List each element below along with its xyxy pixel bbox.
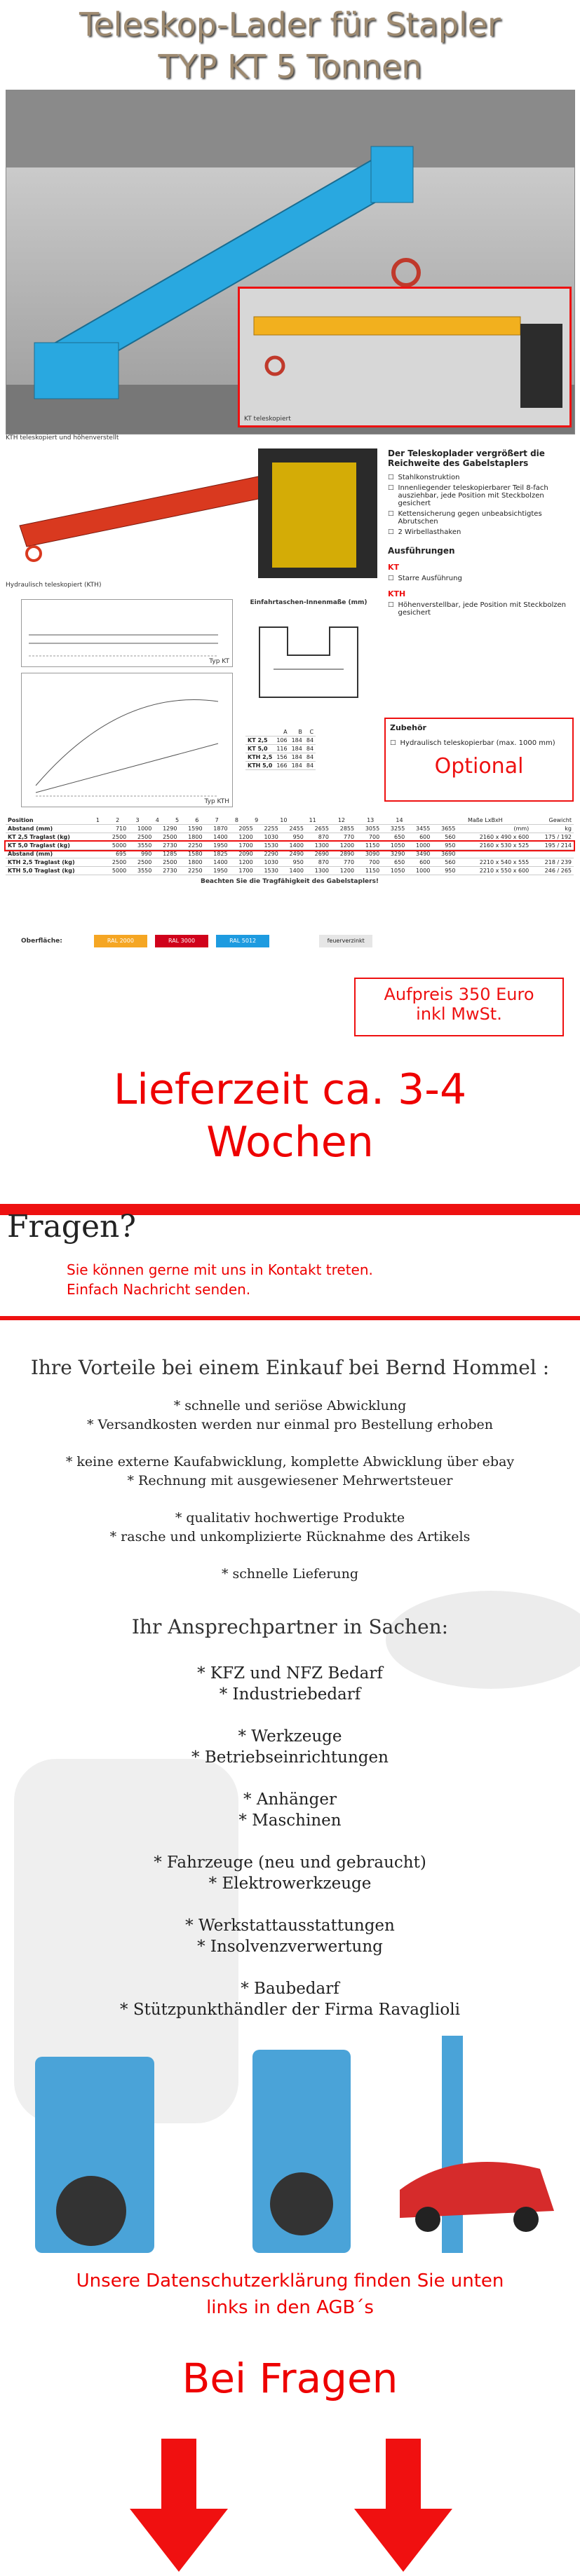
main-product-photo (6, 90, 575, 434)
table-cell: 3055 (356, 825, 382, 833)
table-cell: 2730 (154, 867, 179, 875)
ansprech-item: * Insolvenzverwertung (197, 1938, 383, 1956)
table-cell: 950 (432, 842, 457, 850)
table-cell: 3655 (432, 825, 457, 833)
table-cell: 2455 (281, 825, 306, 833)
table-cell: 700 (356, 833, 382, 842)
table-cell: 2730 (154, 842, 179, 850)
table-cell: 3090 (356, 850, 382, 858)
table-cell: 14 (376, 816, 405, 825)
table-cell: 1150 (356, 867, 382, 875)
oberflaeche-label: Oberfläche: (21, 938, 62, 945)
spec-heading: Der Teleskoplader vergrößert die Reichweite des Gabelstaplers (388, 448, 545, 468)
table-cell: 1030 (255, 858, 281, 867)
table-cell: 175 / 192 (531, 833, 574, 842)
table-cell: 1870 (205, 825, 230, 833)
drawing-kth (21, 673, 233, 807)
table-cell: 2500 (103, 858, 128, 867)
feature-item: □ Innenliegender teleskopierbarer Teil 8-fach ausziehbar, jede Position mit Steckbolzen gesichert (388, 484, 574, 507)
table-cell: Abstand (mm) (6, 825, 103, 833)
table-cell: 2210 x 540 x 555 (457, 858, 531, 867)
table-cell: KT 2,5 Traglast (kg) (6, 833, 103, 842)
ansprech-item: * Werkstattausstattungen (185, 1917, 395, 1935)
vorteil-item: * Rechnung mit ausgewiesener Mehrwertsteuer (127, 1473, 453, 1488)
table-cell: (mm) (457, 825, 531, 833)
main-caption: KTH teleskopiert und höhenverstellt (6, 434, 119, 441)
table-cell: 1800 (179, 833, 204, 842)
aufpreis-line1: Aufpreis 350 Euro (384, 985, 534, 1004)
table-cell: 2090 (230, 850, 255, 858)
inset-photo (238, 287, 572, 427)
table-cell: 1000 (407, 842, 432, 850)
table-cell: kg (531, 825, 574, 833)
table-cell: 650 (382, 858, 407, 867)
equipment-illustration (21, 2029, 561, 2260)
table-cell: 246 / 265 (531, 867, 574, 875)
table-cell: 2490 (281, 850, 306, 858)
table-cell: 870 (306, 833, 331, 842)
table-cell: 2890 (331, 850, 356, 858)
table-row (6, 842, 574, 850)
table-cell: KTH 2,5 Traglast (kg) (6, 858, 103, 867)
table-cell: 1590 (179, 825, 204, 833)
ral2000-chip: RAL 2000 (94, 935, 147, 947)
yellow-crane-illustration (240, 289, 569, 425)
table-cell: 600 (407, 858, 432, 867)
spec-table-body (6, 825, 574, 875)
table-row (6, 867, 574, 875)
table-cell: 11 (289, 816, 318, 825)
table-cell: 10 (260, 816, 289, 825)
table-cell: 6 (181, 816, 201, 825)
table-cell: 2160 x 490 x 600 (457, 833, 531, 842)
table-cell: 950 (281, 833, 306, 842)
table-cell: 1400 (205, 858, 230, 867)
table-cell: 1800 (179, 858, 204, 867)
table-cell: 1200 (331, 867, 356, 875)
table-cell: 1400 (281, 842, 306, 850)
table-cell: 560 (432, 858, 457, 867)
table-cell: 1000 (128, 825, 154, 833)
vorteil-item: * qualitativ hochwertige Produkte (175, 1510, 405, 1526)
ansprech-item: * Werkzeuge (238, 1727, 342, 1746)
zubehoer-box (384, 718, 574, 802)
table-cell: 3550 (128, 867, 154, 875)
table-cell: 3455 (407, 825, 432, 833)
ansprech-item: * Elektrowerkzeuge (208, 1875, 372, 1893)
ausfuehrungen-heading: Ausführungen (388, 546, 455, 556)
table-cell: 1300 (306, 867, 331, 875)
table-row (6, 850, 574, 858)
table-cell: 1400 (205, 833, 230, 842)
datenschutz-line2: links in den AGB´s (206, 2297, 374, 2318)
typ-kth-label: Typ KTH (204, 798, 229, 805)
red-divider-bottom (0, 1316, 580, 1320)
table-cell: 2500 (128, 833, 154, 842)
kth-text: □ Höhenverstellbar, jede Position mit Steckbolzen gesichert (388, 601, 574, 617)
table-cell: 1285 (154, 850, 179, 858)
ral3000-chip: RAL 3000 (155, 935, 208, 947)
table-note: Beachten Sie die Tragfähigkeit des Gabelstaplers! (200, 878, 379, 885)
table-cell: 8 (221, 816, 241, 825)
page-subtitle: TYP KT 5 Tonnen (158, 48, 422, 85)
vorteile-title: Ihre Vorteile bei einem Einkauf bei Bernd Hommel : (30, 1356, 550, 1379)
table-cell: 195 / 214 (531, 842, 574, 850)
spec-table-wrap (6, 816, 574, 885)
table-cell: 1050 (382, 867, 407, 875)
table-cell: 218 / 239 (531, 858, 574, 867)
table-cell: 1150 (356, 842, 382, 850)
table-cell: 650 (382, 833, 407, 842)
ansprech-item: * Anhänger (243, 1790, 337, 1809)
datenschutz-line1: Unsere Datenschutzerklärung finden Sie unten (76, 2270, 504, 2291)
spec-table (6, 816, 574, 825)
ral5012-chip: RAL 5012 (216, 935, 269, 947)
table-cell: 2160 x 530 x 525 (457, 842, 531, 850)
table-cell: 1825 (205, 850, 230, 858)
table-cell: 700 (356, 858, 382, 867)
feature-item: □ Stahlkonstruktion (388, 474, 574, 481)
table-cell: 1530 (255, 842, 281, 850)
table-cell: 870 (306, 858, 331, 867)
table-cell: 3255 (382, 825, 407, 833)
vorteil-item: * Versandkosten werden nur einmal pro Bestellung erhoben (86, 1417, 494, 1432)
typ-kt-label: Typ KT (209, 658, 229, 665)
table-cell: 4 (142, 816, 161, 825)
page-title: Teleskop-Lader für Stapler (79, 6, 501, 43)
zubehoer-text: □ Hydraulisch teleskopierbar (max. 1000 mm) (390, 739, 568, 747)
kt-label: KT (388, 563, 400, 572)
ansprech-item: * Betriebseinrichtungen (191, 1748, 389, 1767)
table-cell: 1 (82, 816, 102, 825)
table-cell: 950 (432, 867, 457, 875)
kt-drawing-icon (22, 600, 232, 666)
table-cell: 9 (241, 816, 260, 825)
table-cell: 950 (281, 858, 306, 867)
table-cell: 5000 (103, 842, 128, 850)
vorteil-item: * schnelle Lieferung (221, 1566, 359, 1582)
table-cell: 2055 (230, 825, 255, 833)
table-cell: 600 (407, 833, 432, 842)
table-cell: 1700 (230, 842, 255, 850)
bei-fragen-label: Bei Fragen (182, 2355, 398, 2402)
table-cell: 1950 (205, 842, 230, 850)
table-cell: 770 (331, 858, 356, 867)
table-cell: 2250 (179, 867, 204, 875)
aufpreis-line2: inkl MwSt. (416, 1004, 502, 1024)
table-cell: 3290 (382, 850, 407, 858)
table-cell: 1030 (255, 833, 281, 842)
table-cell: 2655 (306, 825, 331, 833)
table-cell: Abstand (mm) (6, 850, 103, 858)
table-cell: 2500 (154, 833, 179, 842)
vorteil-item: * rasche und unkomplizierte Rücknahme des Artikels (109, 1529, 471, 1544)
ansprech-item: * Baubedarf (241, 1980, 339, 1998)
table-cell: 560 (432, 833, 457, 842)
table-cell: 1580 (179, 850, 204, 858)
fragen-line2: Einfach Nachricht senden. (67, 1281, 251, 1298)
table-cell: 3 (121, 816, 141, 825)
red-crane-illustration (6, 448, 384, 578)
table-cell: Gewicht (505, 816, 574, 825)
drawing-kt (21, 599, 233, 667)
arrow-down-icon (130, 2439, 228, 2572)
inset-caption: KT teleskopiert (244, 416, 291, 423)
table-cell: KTH 5,0 Traglast (kg) (6, 867, 103, 875)
table-cell: 1300 (306, 842, 331, 850)
optional-label: Optional (434, 754, 524, 779)
table-row (6, 833, 574, 842)
table-cell: 990 (128, 850, 154, 858)
table-cell: 1200 (230, 858, 255, 867)
ansprech-item: * KFZ und NFZ Bedarf (197, 1664, 383, 1683)
tasche-title: Einfahrtaschen-Innenmaße (mm) (250, 599, 367, 606)
ansprech-item: * Fahrzeuge (neu und gebraucht) (154, 1854, 426, 1872)
vorteil-item: * schnelle und seriöse Abwicklung (173, 1398, 407, 1413)
table-cell: 3690 (432, 850, 457, 858)
feuerverzinkt-chip: feuerverzinkt (319, 935, 372, 947)
table-row (6, 825, 574, 833)
table-cell: 2500 (154, 858, 179, 867)
equipment-photos (21, 2029, 561, 2260)
ansprech-item: * Maschinen (238, 1811, 342, 1830)
table-cell: 1200 (230, 833, 255, 842)
oberflaeche-row (21, 932, 377, 947)
second-product-photo (6, 448, 384, 578)
table-cell: 5 (161, 816, 181, 825)
lieferzeit-line1: Lieferzeit ca. 3-4 (113, 1065, 467, 1114)
lieferzeit-line2: Wochen (206, 1118, 374, 1167)
vorteil-item: * keine externe Kaufabwicklung, komplette Abwicklung über ebay (65, 1454, 515, 1469)
table-cell (531, 850, 574, 858)
table-cell: 5000 (103, 867, 128, 875)
feature-item: □ Kettensicherung gegen unbeabsichtigtes Abrutschen (388, 510, 574, 526)
tasche-block: Einfahrtaschen-Innenmaße (mm) A B C KT 2,5 106 184 84 KT 5,0 116 184 84 KTH 2,5 156 184 84 KTH 5,0 166 184 84 (238, 599, 379, 830)
table-cell: 2250 (179, 842, 204, 850)
table-cell: 2500 (103, 833, 128, 842)
table-cell: 2255 (255, 825, 281, 833)
table-cell: 770 (331, 833, 356, 842)
table-cell: 1000 (407, 867, 432, 875)
table-cell: 1200 (331, 842, 356, 850)
tasche-drawing-icon (238, 606, 379, 725)
table-cell: 2690 (306, 850, 331, 858)
zubehoer-heading: Zubehör (390, 723, 426, 732)
table-cell: Position (6, 816, 82, 825)
table-cell: Maße LxBxH (405, 816, 505, 825)
table-cell: 1700 (230, 867, 255, 875)
table-cell (457, 850, 531, 858)
table-cell: 2 (102, 816, 121, 825)
table-cell: 2210 x 550 x 600 (457, 867, 531, 875)
kth-label: KTH (388, 589, 406, 598)
table-cell: 1050 (382, 842, 407, 850)
ansprechpartner-title: Ihr Ansprechpartner in Sachen: (131, 1615, 449, 1638)
table-cell: 2500 (128, 858, 154, 867)
feature-item: □ 2 Wirbellasthaken (388, 528, 574, 536)
table-cell: 1530 (255, 867, 281, 875)
kt-text: □ Starre Ausführung (388, 575, 574, 582)
table-cell: 1950 (205, 867, 230, 875)
table-cell: 2855 (331, 825, 356, 833)
fragen-title: Fragen? (7, 1209, 136, 1245)
fragen-line1: Sie können gerne mit uns in Kontakt treten. (67, 1261, 373, 1278)
table-cell: 13 (347, 816, 376, 825)
ansprech-item: * Stützpunkthändler der Firma Ravaglioli (120, 2001, 460, 2019)
table-cell: KT 5,0 Traglast (kg) (6, 842, 103, 850)
table-cell: 1400 (281, 867, 306, 875)
arrow-down-icon (354, 2439, 452, 2572)
table-cell: 695 (103, 850, 128, 858)
table-cell: 2290 (255, 850, 281, 858)
kth-drawing-icon (22, 673, 232, 807)
spec-block (388, 448, 574, 619)
ansprech-item: * Industriebedarf (219, 1685, 361, 1704)
table-cell: 710 (103, 825, 128, 833)
table-cell: 3550 (128, 842, 154, 850)
table-header-row (6, 816, 574, 825)
second-caption: Hydraulisch teleskopiert (KTH) (6, 582, 102, 589)
table-cell: 1290 (154, 825, 179, 833)
table-cell: 3490 (407, 850, 432, 858)
table-row (6, 858, 574, 867)
table-cell: 12 (318, 816, 347, 825)
table-cell: 7 (201, 816, 220, 825)
aufpreis-box (354, 978, 564, 1036)
